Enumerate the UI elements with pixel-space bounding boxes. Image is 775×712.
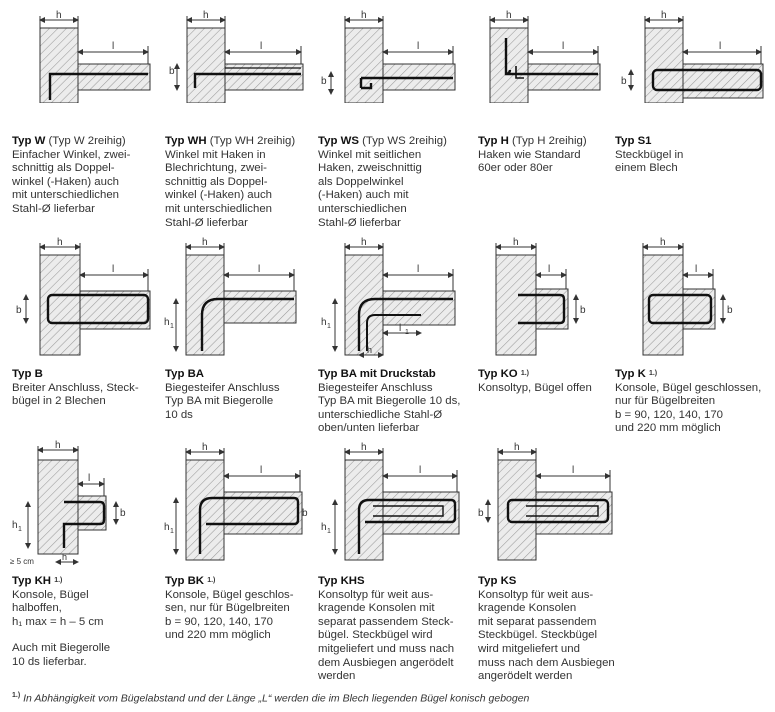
diagram-typ-ko [478, 235, 618, 360]
dim-h: h [203, 10, 209, 21]
dim-h1-bottom: h [367, 345, 373, 355]
caption-line: h₁ max = h – 5 cm [12, 615, 104, 628]
dim-h: h [202, 442, 208, 453]
caption-line: Haken wie Standard [478, 148, 581, 161]
caption-line: Winkel mit seitlichen [318, 148, 422, 161]
caption-line: 10 ds lieferbar. [12, 655, 87, 668]
type-subtitle: (Typ WH 2reihig) [209, 135, 296, 147]
caption-line: muss nach dem Ausbiegen [478, 656, 615, 669]
dim-h: h [56, 10, 62, 21]
caption-typ-ba [165, 368, 315, 422]
type-title: Typ B [12, 368, 43, 380]
caption-line: unterschiedlichen [318, 202, 407, 215]
dim-subscript: 1 [18, 526, 22, 533]
caption-line: unterschiedliche Stahl-Ø [318, 408, 443, 421]
dim-h1: h [321, 522, 327, 533]
diagram-typ-wh [165, 8, 315, 103]
caption-line [12, 629, 162, 642]
caption-line: mit separat passendem [478, 615, 597, 628]
diagram-typ-s1 [615, 8, 770, 103]
caption-line: Konsole, Bügel [12, 588, 89, 601]
caption-typ-kh [12, 575, 162, 670]
dim-l: l [260, 41, 263, 52]
dim-b: b [478, 508, 484, 519]
footnote-mark: 1.) [54, 577, 63, 584]
caption-typ-b [12, 368, 162, 409]
caption-line: kragende Konsolen [478, 602, 577, 615]
caption-line: Typ BA mit Biegerolle [165, 395, 274, 408]
caption-line: winkel (-Haken) auch [165, 189, 272, 202]
dim-b: b [302, 508, 308, 519]
caption-typ-wh [165, 135, 315, 230]
caption-typ-k [615, 368, 775, 436]
type-subtitle: (Typ H 2reihig) [511, 135, 587, 147]
caption-line: Steckbügel in [615, 148, 684, 161]
dim-subscript: 1 [405, 329, 409, 336]
dim-h1: h [12, 520, 18, 531]
caption-line: einem Blech [615, 162, 678, 175]
dim-l: l [258, 264, 261, 275]
dim-subscript: 1 [170, 528, 174, 535]
caption-line: 10 ds [165, 408, 193, 421]
footnote-mark: 1.) [12, 692, 21, 699]
caption-line: angerödelt werden [478, 670, 573, 683]
caption-line: Breiter Anschluss, Steck- [12, 381, 139, 394]
footnote-mark: 1.) [648, 370, 658, 377]
caption-line: kragende Konsolen mit [318, 602, 435, 615]
caption-line: Stahl-Ø lieferbar [12, 202, 95, 215]
caption-line: Stahl-Ø lieferbar [318, 216, 401, 229]
caption-line: winkel (-Haken) auch [12, 175, 119, 188]
dim-h: h [661, 10, 667, 21]
type-title: Typ K [615, 368, 646, 380]
caption-line: Stahl-Ø lieferbar [165, 216, 248, 229]
diagram-typ-k [615, 235, 770, 360]
diagram-typ-bk [160, 440, 310, 570]
type-title: Typ H [478, 135, 509, 147]
caption-line: werden [318, 670, 356, 683]
dim-h: h [55, 440, 61, 451]
caption-line: bügel. Steckbügel wird [318, 629, 433, 642]
dim-l: l [112, 41, 115, 52]
caption-line: Blechrichtung, zwei- [165, 162, 267, 175]
caption-line: Auch mit Biegerolle [12, 642, 111, 655]
diagram-typ-ws [315, 8, 465, 103]
caption-line: wird mitgeliefert und [478, 642, 580, 655]
dim-l: l [562, 41, 565, 52]
dim-h1: h [321, 317, 327, 328]
caption-line: oben/unten lieferbar [318, 422, 420, 435]
type-title: Typ KO [478, 368, 518, 380]
dim-h: h [57, 237, 63, 248]
type-subtitle: (Typ WS 2reihig) [362, 135, 447, 147]
footnote-text: In Abhängigkeit vom Bügelabstand und der Länge „L“ werden die im Blech liegenden Bügel konisch gebogen [23, 692, 530, 705]
caption-typ-h [478, 135, 628, 176]
dim-b: b [727, 305, 733, 316]
caption-line: Typ BA mit Biegerolle 10 ds, [318, 395, 461, 408]
dim-h: h [506, 10, 512, 21]
dim-l: l [419, 465, 422, 476]
dim-b: b [580, 305, 586, 316]
caption-line: Konsoltyp für weit aus- [478, 588, 594, 601]
dim-b: b [169, 66, 175, 77]
diagram-typ-h [478, 8, 618, 103]
caption-line: Steckbügel. Steckbügel [478, 629, 598, 642]
dim-h1: h [164, 317, 170, 328]
caption-line: nur für Bügelbreiten [615, 395, 716, 408]
caption-typ-w [12, 135, 162, 217]
type-title: Typ WH [165, 135, 207, 147]
footnote [12, 692, 529, 705]
dim-b: b [16, 305, 22, 316]
type-subtitle: (Typ W 2reihig) [48, 135, 126, 147]
dim-subscript: 1 [327, 323, 331, 330]
caption-line: halboffen, [12, 602, 62, 615]
diagram-typ-w [10, 8, 160, 103]
caption-line: bügel in 2 Blechen [12, 395, 106, 408]
caption-typ-s1 [615, 135, 765, 176]
caption-typ-ws [318, 135, 468, 230]
caption-line: Konsoltyp für weit aus- [318, 588, 434, 601]
type-title: Typ KS [478, 575, 517, 587]
dim-h: h [513, 237, 519, 248]
dim-h: h [361, 10, 367, 21]
footnote-mark: 1.) [207, 577, 216, 584]
caption-line: schnittig als Doppel- [165, 175, 268, 188]
dim-l: l [417, 41, 420, 52]
dim-h1: h [164, 522, 170, 533]
caption-line: 60er oder 80er [478, 162, 553, 175]
type-title: Typ W [12, 135, 46, 147]
dim-b: b [321, 76, 327, 87]
caption-line: mitgeliefert und muss nach [318, 642, 455, 655]
caption-typ-bk [165, 575, 320, 643]
caption-line: Einfacher Winkel, zwei- [12, 148, 131, 161]
caption-typ-ks [478, 575, 638, 684]
caption-line: Haken, zweischnittig [318, 162, 422, 175]
type-title: Typ BA mit Druckstab [318, 368, 436, 380]
dim-h: h [361, 442, 367, 453]
dim-b: b [120, 508, 126, 519]
dim-h: h [514, 442, 520, 453]
type-title: Typ WS [318, 135, 359, 147]
dim-l: l [260, 465, 263, 476]
caption-line: und 220 mm möglich [615, 422, 721, 435]
caption-line: b = 90, 120, 140, 170 [165, 615, 273, 628]
dim-min-5cm: ≥ 5 cm [10, 557, 34, 566]
caption-typ-ba-druckstab [318, 368, 478, 436]
caption-line: sen, nur für Bügelbreiten [165, 602, 290, 615]
diagram-typ-khs [315, 440, 465, 570]
caption-line: Winkel mit Haken in [165, 148, 266, 161]
caption-line: separat passendem Steck- [318, 615, 454, 628]
dim-b: b [621, 76, 627, 87]
caption-line: schnittig als Doppel- [12, 162, 115, 175]
caption-line: Konsole, Bügel geschlos- [165, 588, 294, 601]
dim-l: l [719, 41, 722, 52]
caption-line: und 220 mm möglich [165, 629, 271, 642]
diagram-typ-ks [472, 440, 622, 570]
caption-line: Biegesteifer Anschluss [318, 381, 433, 394]
caption-typ-ko [478, 368, 628, 395]
caption-line: mit unterschiedlichen [12, 189, 119, 202]
diagram-typ-ba-druckstab [315, 235, 465, 360]
type-title: Typ KH [12, 575, 52, 587]
dim-h: h [202, 237, 208, 248]
dim-h: h [660, 237, 666, 248]
dim-l: l [88, 473, 91, 484]
type-title: Typ BA [165, 368, 205, 380]
caption-line: Konsoltyp, Bügel offen [478, 381, 592, 394]
dim-l: l [548, 264, 551, 275]
type-title: Typ BK [165, 575, 205, 587]
dim-subscript: 1 [170, 323, 174, 330]
dim-l: l [695, 264, 698, 275]
dim-l: l [112, 264, 115, 275]
diagram-typ-ba [160, 235, 310, 360]
caption-typ-khs [318, 575, 478, 684]
diagram-typ-kh [4, 440, 154, 570]
dim-l1: l [399, 323, 402, 334]
type-title: Typ KHS [318, 575, 365, 587]
dim-h1-bottom: h [62, 552, 68, 562]
dim-subscript: 1 [327, 528, 331, 535]
dim-h: h [361, 237, 367, 248]
dim-l: l [417, 264, 420, 275]
footnote-mark: 1.) [520, 370, 529, 377]
diagram-typ-b [10, 235, 160, 360]
caption-line: Biegesteifer Anschluss [165, 381, 280, 394]
caption-line: dem Ausbiegen angerödelt [318, 656, 454, 669]
caption-line: b = 90, 120, 140, 170 [615, 408, 723, 421]
dim-l: l [572, 465, 575, 476]
caption-line: als Doppelwinkel [318, 175, 404, 188]
caption-line: mit unterschiedlichen [165, 202, 272, 215]
type-title: Typ S1 [615, 135, 652, 147]
caption-line: Konsole, Bügel geschlossen, [615, 381, 762, 394]
caption-line: (-Haken) auch mit [318, 189, 409, 202]
